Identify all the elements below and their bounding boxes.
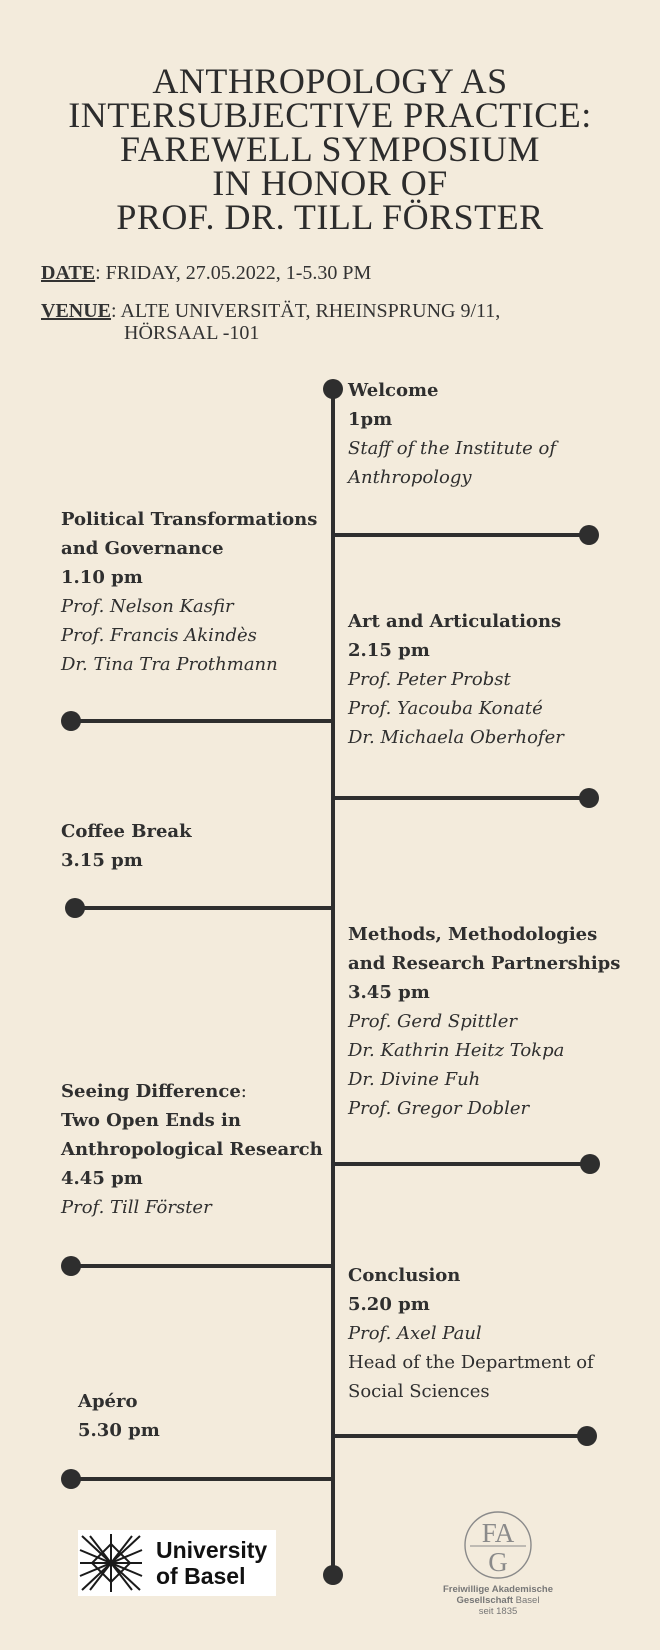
timeline-start-dot [323, 379, 343, 399]
event-time: 5.30 pm [78, 1420, 160, 1441]
unibas-star-icon [78, 1532, 144, 1594]
title-line: ANTHROPOLOGY AS [152, 61, 508, 101]
event-title-colon: : [240, 1081, 247, 1102]
fag-monogram-bottom: G [488, 1547, 508, 1577]
fag-line-3: seit 1835 [478, 1606, 518, 1617]
event-welcome [348, 376, 556, 492]
timeline-end-dot [323, 1565, 343, 1585]
timeline-connector [333, 1434, 587, 1438]
page-title [0, 61, 660, 237]
venue-label: VENUE [41, 300, 112, 322]
event-note: Social Sciences [348, 1381, 490, 1402]
event-time: 1pm [348, 409, 393, 430]
fag-line-2b: Basel [513, 1595, 540, 1606]
event-title: Coffee Break [61, 821, 192, 842]
fag-monogram-icon [418, 1508, 578, 1584]
event-note: Head of the Department of [348, 1352, 594, 1373]
event-speaker: Anthropology [348, 467, 472, 488]
event-speaker: Dr. Michaela Oberhofer [348, 727, 564, 748]
timeline-connector [70, 1264, 333, 1268]
event-methods [348, 920, 620, 1123]
timeline-connector [333, 796, 588, 800]
event-speaker: Staff of the Institute of [348, 438, 557, 459]
event-speaker: Prof. Till Förster [61, 1197, 212, 1218]
event-speaker: Prof. Peter Probst [348, 669, 511, 690]
event-speaker: Prof. Gerd Spittler [348, 1011, 517, 1032]
date-line [41, 262, 371, 284]
date-value: : FRIDAY, 27.05.2022, 1-5.30 PM [95, 262, 372, 284]
timeline-connector [70, 719, 333, 723]
title-line: INTERSUBJECTIVE PRACTICE: [68, 95, 592, 135]
title-line: PROF. DR. TILL FÖRSTER [116, 197, 544, 237]
timeline-connector [333, 533, 588, 537]
event-title: Art and Articulations [348, 611, 562, 632]
event-speaker: Prof. Gregor Dobler [348, 1098, 530, 1119]
event-title: Political Transformations [61, 509, 318, 530]
timeline-connector [75, 906, 333, 910]
university-of-basel-logo [78, 1530, 276, 1596]
event-speaker: Dr. Tina Tra Prothmann [61, 654, 278, 675]
event-political-transformations [61, 505, 317, 679]
event-time: 3.15 pm [61, 850, 143, 871]
event-title: Two Open Ends in [61, 1110, 241, 1131]
unibas-line-1: University [156, 1537, 268, 1563]
timeline-dot [580, 1154, 600, 1174]
event-title: and Research Partnerships [348, 953, 621, 974]
event-title: Conclusion [348, 1265, 461, 1286]
timeline-dot [61, 711, 81, 731]
fag-line-2a: Gesellschaft [456, 1595, 514, 1606]
event-time: 3.45 pm [348, 982, 430, 1003]
timeline-dot [579, 788, 599, 808]
title-line: FAREWELL SYMPOSIUM [119, 129, 541, 169]
event-title: Methods, Methodologies [348, 924, 598, 945]
event-seeing-difference [61, 1077, 323, 1222]
event-speaker: Prof. Nelson Kasfir [61, 596, 234, 617]
event-coffee-break [61, 817, 192, 875]
fag-logo [418, 1508, 578, 1618]
event-time: 5.20 pm [348, 1294, 430, 1315]
fag-line-1: Freiwillige Akademische [443, 1584, 553, 1595]
event-speaker: Dr. Kathrin Heitz Tokpa [348, 1040, 565, 1061]
venue-value-2: HÖRSAAL -101 [124, 322, 260, 344]
timeline-dot [65, 898, 85, 918]
event-title: Welcome [348, 380, 439, 401]
event-art-articulations [348, 607, 564, 752]
timeline-dot [579, 525, 599, 545]
timeline-connector [70, 1477, 333, 1481]
event-speaker: Prof. Yacouba Konaté [348, 698, 543, 719]
timeline-dot [61, 1469, 81, 1489]
timeline-dot [61, 1256, 81, 1276]
event-time: 1.10 pm [61, 567, 143, 588]
event-speaker: Prof. Axel Paul [348, 1323, 482, 1344]
event-title: Anthropological Research [61, 1139, 323, 1160]
timeline-connector [333, 1162, 589, 1166]
fag-monogram-top: FA [481, 1518, 515, 1548]
event-time: 2.15 pm [348, 640, 430, 661]
event-title: Seeing Difference [61, 1081, 241, 1102]
venue-line [41, 300, 500, 344]
venue-value: : ALTE UNIVERSITÄT, RHEINSPRUNG 9/11, [111, 300, 501, 322]
event-title: and Governance [61, 538, 224, 559]
event-apero [78, 1387, 160, 1445]
event-speaker: Dr. Divine Fuh [348, 1069, 481, 1090]
timeline-spine [331, 387, 335, 1575]
date-label: DATE [41, 262, 96, 284]
event-speaker: Prof. Francis Akindès [61, 625, 257, 646]
event-conclusion [348, 1261, 594, 1406]
title-line: IN HONOR OF [212, 163, 448, 203]
event-time: 4.45 pm [61, 1168, 143, 1189]
unibas-line-2: of Basel [156, 1563, 246, 1589]
timeline-dot [577, 1426, 597, 1446]
event-title: Apéro [78, 1391, 138, 1412]
